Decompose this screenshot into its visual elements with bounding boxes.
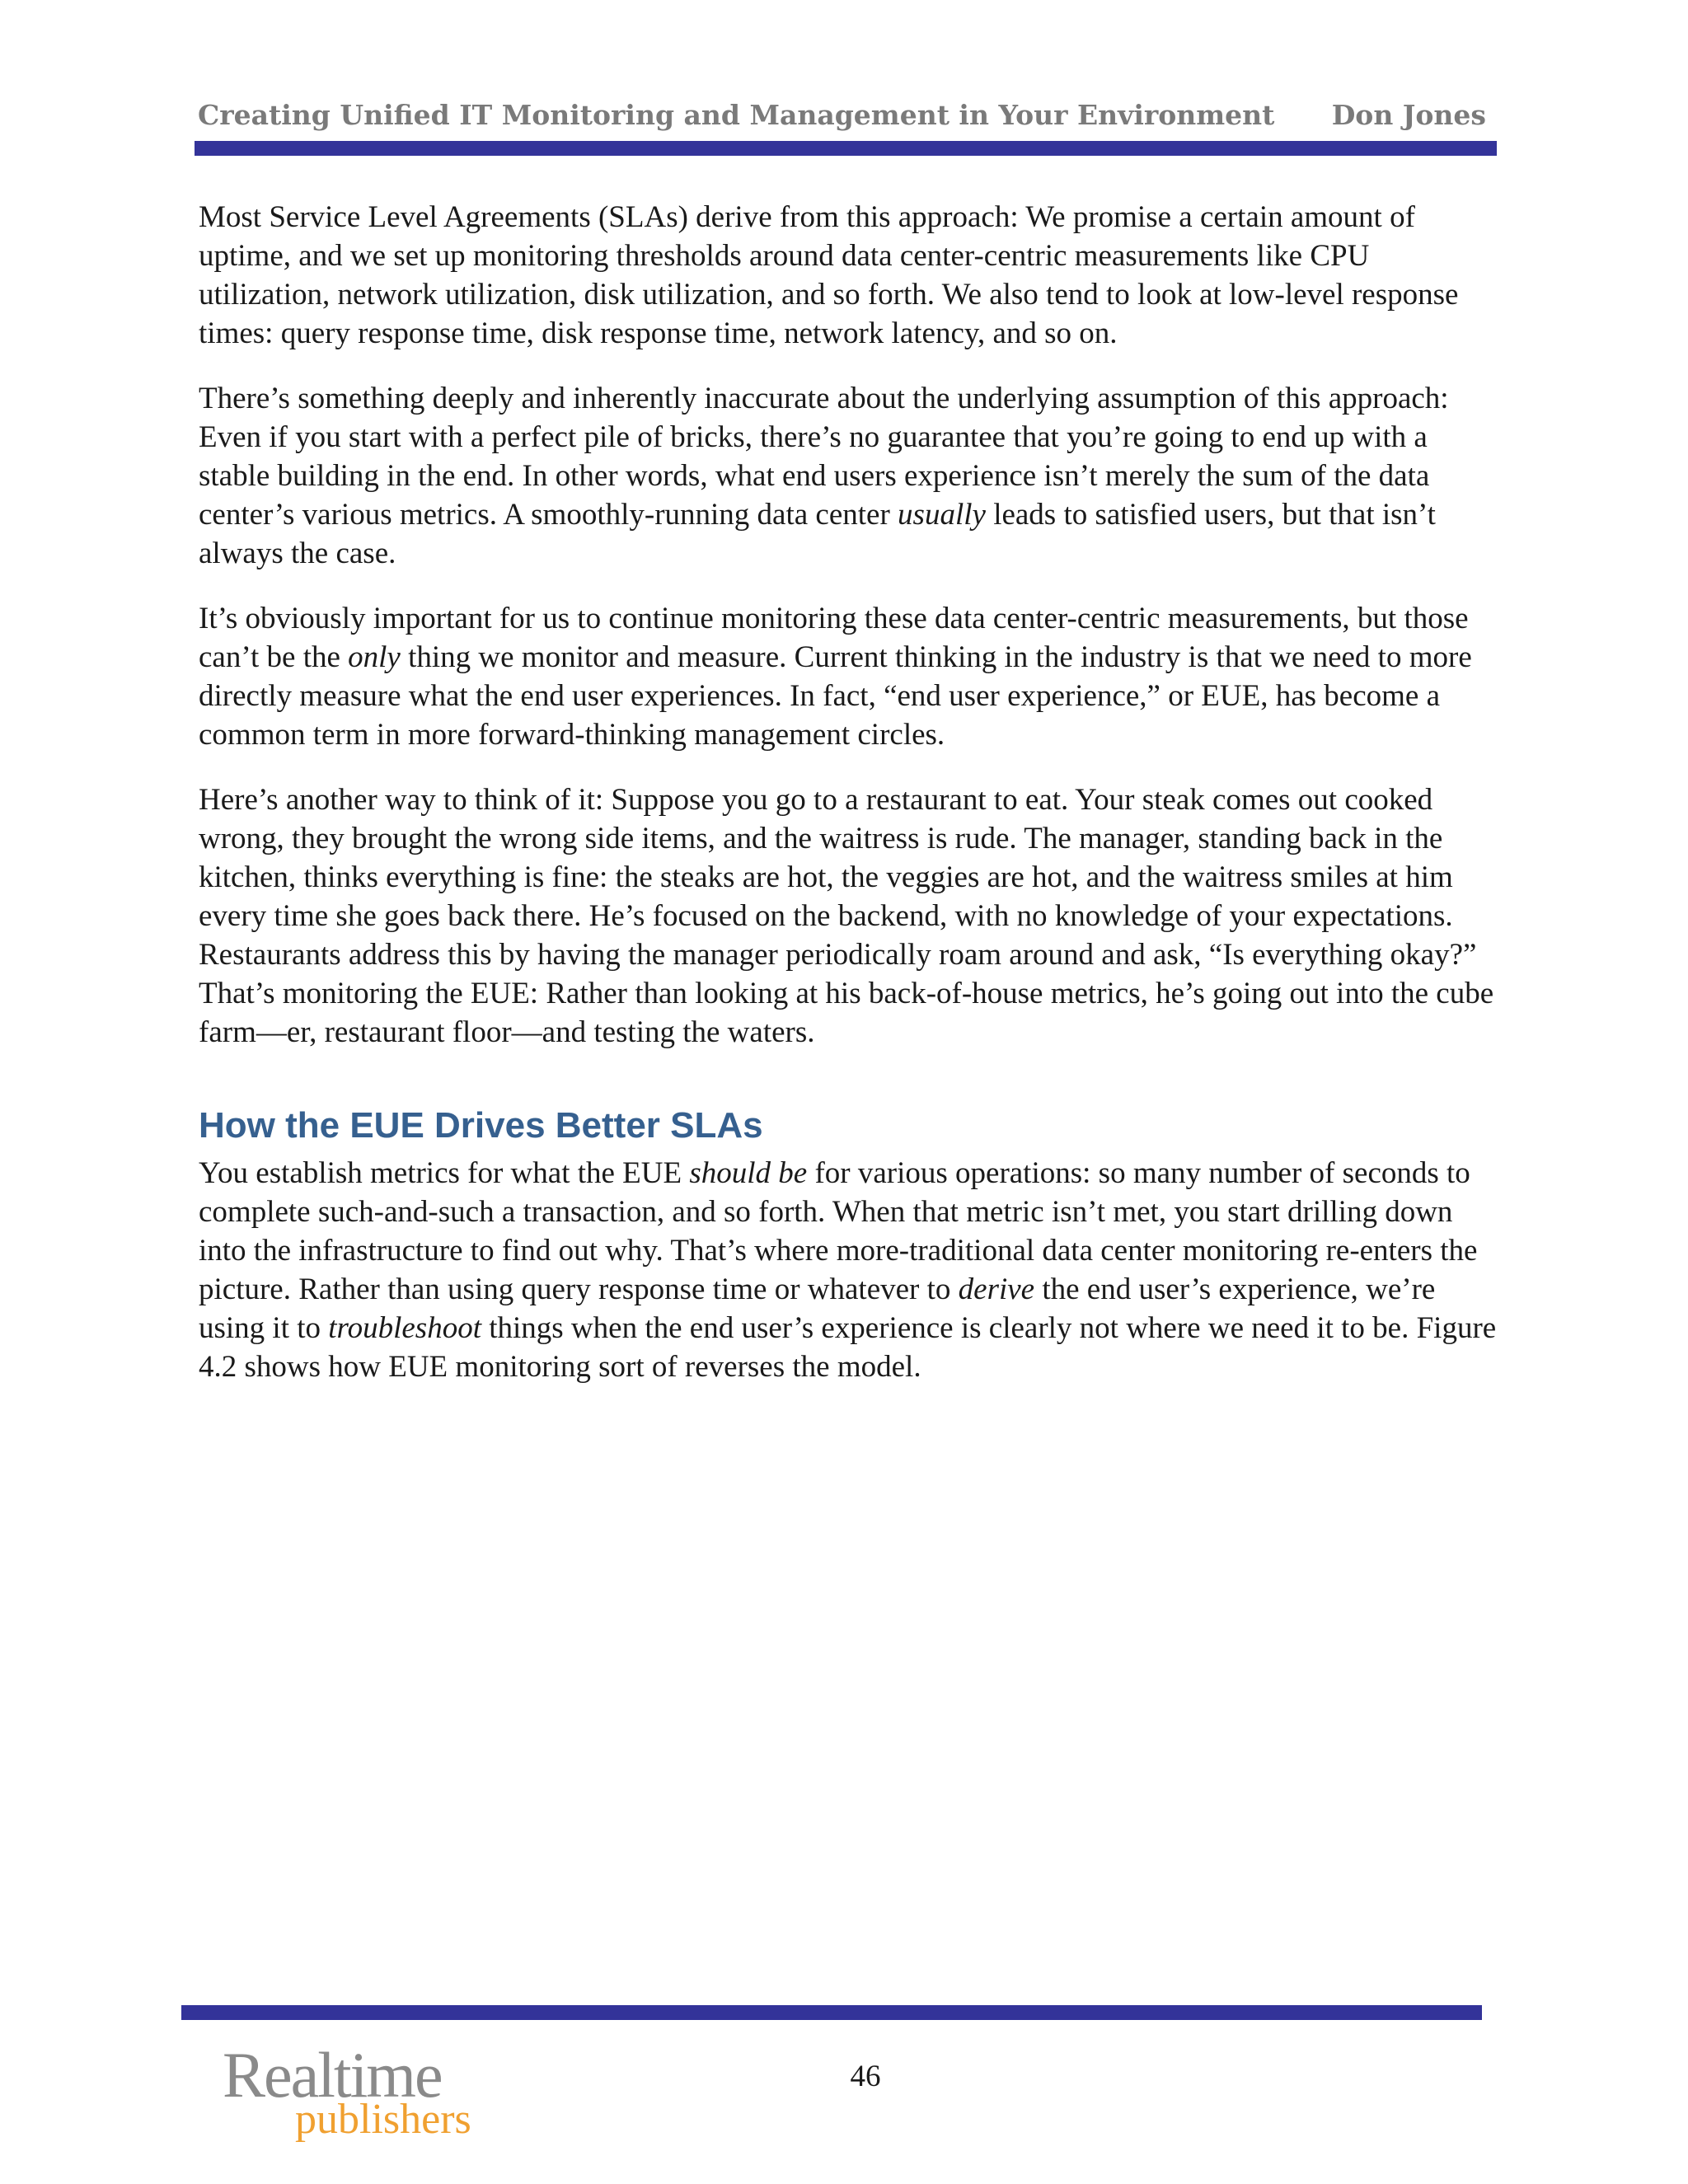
paragraph-eue-term [199,599,1501,754]
paragraph-text: leads to satisfied users, but that isn’t always the case. [199,498,1436,570]
paragraph-text: You establish metrics for what the EUE [199,1156,690,1190]
paragraph-text: things when the end user’s experience is clearly not where we need it to be. Figure 4.2 shows how EUE monitoring sort of reverses the model. [199,1311,1497,1384]
paragraph-eue-metrics [199,1154,1501,1386]
emphasis-text: should be [689,1156,808,1190]
paragraph-bricks [199,379,1501,573]
logo-wordmark-realtime: Realtime [223,2039,442,2111]
running-header-title: Creating Unified IT Monitoring and Management in Your Environment [198,99,1275,131]
header-rule [195,141,1497,156]
realtime-publishers-logo [223,2039,486,2149]
section-heading: How the EUE Drives Better SLAs [199,1105,763,1146]
running-header-author: Don Jones [1331,99,1486,131]
emphasis-text: only [348,640,401,674]
emphasis-text: usually [898,498,986,532]
logo-wordmark-publishers: publishers [295,2096,471,2143]
emphasis-text: derive [958,1272,1035,1306]
page-body [199,198,1501,1413]
footer-rule [181,2005,1482,2020]
paragraph-text: There’s something deeply and inherently inaccurate about the underlying assumption of this approach: Even if you start with a perfect pile of bricks, there’s no guarantee that you’re going to end up with a stable building in the end. In other words, what end users experience isn’t merely the sum of the data center’s various metrics. A smoothly-running data center [199,382,1449,532]
paragraph-text: thing we monitor and measure. Current thinking in the industry is that we need to more directly measure what the end user experiences. In fact, “end user experience,” or EUE, has become a common term in more forward-thinking management circles. [199,640,1472,752]
emphasis-text: troubleshoot [328,1311,481,1345]
paragraph-text: It’s obviously important for us to continue monitoring these data center-centric measurements, but those can’t be the [199,602,1469,674]
paragraph-text: for various operations: so many number of seconds to complete such-and-such a transaction, and so forth. When that metric isn’t met, you start drilling down into the infrastructure to find out why. That’s where more-traditional data center monitoring re-enters the picture. Rather than using query response time or whatever to [199,1156,1478,1306]
paragraph-text: the end user’s experience, we’re using it to [199,1272,1436,1345]
paragraph-restaurant: Here’s another way to think of it: Suppose you go to a restaurant to eat. Your steak comes out cooked wrong, they brought the wrong side items, and the waitress is rude. The manager, standing back in the kitchen, thinks everything is fine: the steaks are hot, the veggies are hot, and the waitress smiles at him every time she goes back there. He’s focused on the backend, with no knowledge of your expectations. Restaurants address this by having the manager periodically roam around and ask, “Is everything okay?” That’s monitoring the EUE: Rather than looking at his back-of-house metrics, he’s going out into the cube farm—er, restaurant floor—and testing the waters. [199,783,1494,1049]
paragraph-slas: Most Service Level Agreements (SLAs) derive from this approach: We promise a certain amount of uptime, and we set up monitoring thresholds around data center-centric measurements like CPU utilization, network utilization, disk utilization, and so forth. We also tend to look at low-level response times: query response time, disk response time, network latency, and so on. [199,200,1459,350]
page-number: 46 [850,2060,881,2093]
